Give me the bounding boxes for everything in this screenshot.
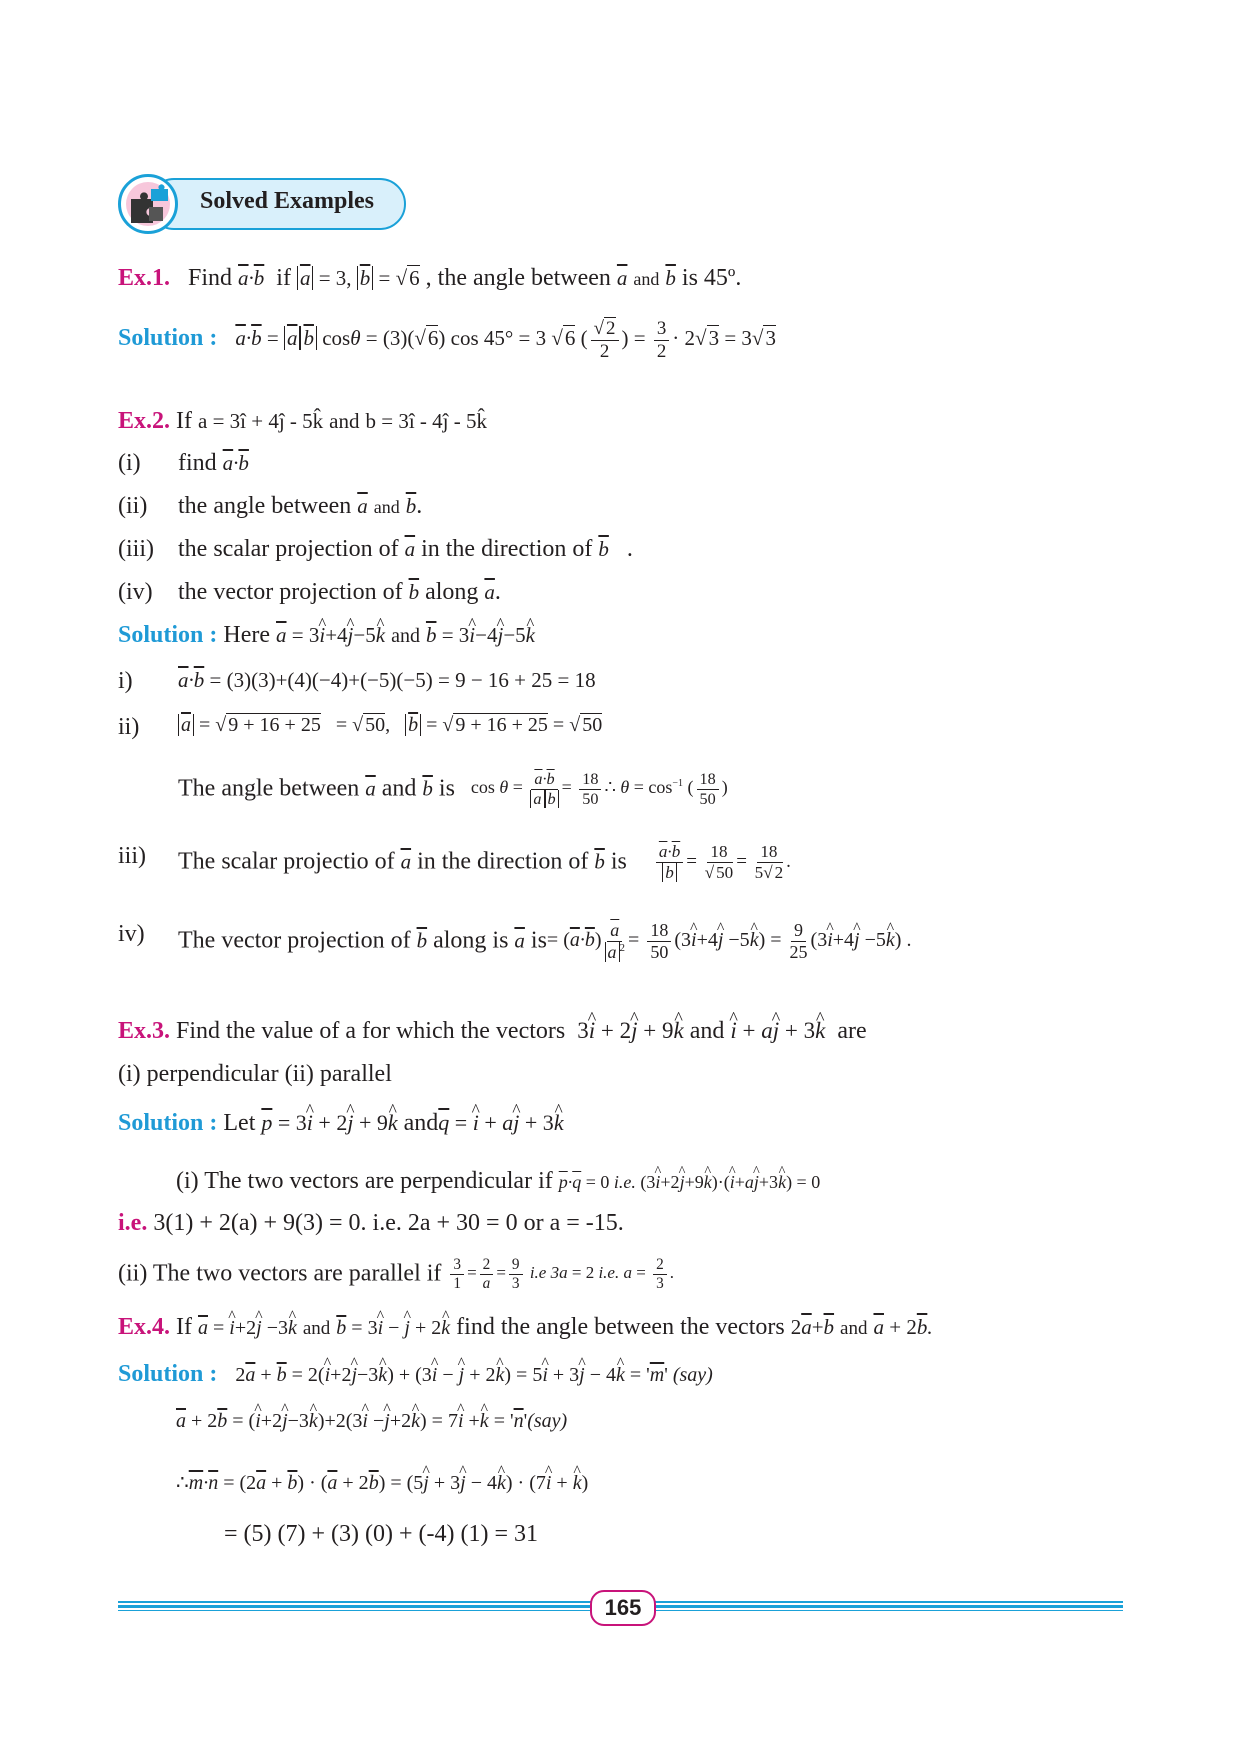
ie-label: i.e.: [118, 1210, 148, 1236]
ex3-perpendicular: (i) The two vectors are perpendicular if $\overline{p}\cdot\overline{q} = 0$ i.e. (3^ i+2^ j+9^ k)·(^ i+a^ j+3^ k) = 0: [176, 1168, 820, 1195]
ex4-step3: $\therefore\overline{m}\cdot\overline{n} = (2\overline{a} + \overline{b}) \cdot (\overline{a} + 2\overline{b})$ = (5^ j + 3^ j − 4^ k) · (7^ i + ^ k): [176, 1470, 588, 1495]
ex2-step-iv: iv) The vector projection of $\overline{b}$ along is $\overline{a}$ $is= (\overline{a}\cdot\overline{b})$ $\frac{\overline{a}}{\overline{a} ^2}$ = $\frac{18}{50}$ (3^ i+4^ j −5^ k) = $\frac{9}{25}$ (3^ i+4^ j −5^ k) .: [118, 920, 145, 984]
solution-label: Solution :: [118, 1361, 218, 1387]
ex4-question: Ex.4. If $\overline{a}$ = ^ i+2^ j −3^ k and $\overline{b}$ = 3^ i − ^ j + 2^ k find the angle between the vectors $2\overline{a}+\overline{b}$ and $\overline{a} + 2\overline{b}$.: [118, 1314, 933, 1341]
ex2-label: Ex.2.: [118, 408, 171, 434]
section-badge: [118, 174, 406, 232]
ex2-angle-line: The angle between $\overline{a}$ and $\overline{b}$ is cos θ = $\frac{\overline{a}\cdot\overline{b}}{\overline{a} \overline{b}}$ = $\frac{18}{50}$ ∴ $\theta = \cos^{-1}$ ( $\frac{18}{50}$ ): [178, 770, 728, 808]
ex2-step-i: i) $\overline{a}\cdot\overline{b} = (3)(3)+(4)(-4)+(-5)(-5) = 9 - 16 + 25 = 18$: [118, 668, 596, 694]
ex4-step2: $\overline{a} + 2\overline{b}$ = (^ i+2^ j−3^ k)+2(3^ i −^ j+2^ k) = 7^ i +^ $k = '\overline{n}'(say)$: [176, 1410, 567, 1433]
puzzle-icon: [121, 177, 175, 231]
ex3-question: Ex.3. Find the value of a for which the vectors 3^ i + 2^ j + 9^ k and ^ i + a^ j + 3^ k are: [118, 1018, 867, 1045]
solution-label: Solution :: [118, 622, 218, 648]
ex2-solution: Solution : Here $\overline{a}$ = 3^ i+4^ j−5^ k and $\overline{b}$ = 3^ i−4^ j−5^ k: [118, 622, 535, 649]
ex1-question: Ex.1. Find $\overline{a}\cdot\overline{b}$ if $\overline{a} = 3$, $\overline{b} = √6$ , the angle between $\overline{a}$ and $\overline{b}$ is 45º.: [118, 265, 742, 291]
ex3-ie: i.e. 3(1) + 2(a) + 9(3) = 0. i.e. 2a + 30 = 0 or a = -15.: [118, 1210, 624, 1236]
ex2-step-ii: ii) $\overline{a}$ = √ 9 + 16 + 25 = √ 50, $\overline{b}$ = √ 9 + 16 + 25 = √ 50: [118, 714, 603, 740]
ex4-solution: Solution : $2\overline{a} + \overline{b}$ = 2(^ i+2^ j−3^ k) + (3^ i − ^ j + 2^ k) = 5^ i + 3^ j − 4^ $k = '\overline{m}'$ (say): [118, 1361, 713, 1388]
ex2-item-iv: (iv) the vector projection of $\overline{b}$ along $\overline{a}$.: [118, 579, 501, 605]
solution-label: Solution :: [118, 325, 218, 352]
ex3-solution: Solution : Let $\overline{p}$ = 3^ i + 2^ j + 9^ k $and\overline{q}$ = ^ i + a^ j + 3^ k: [118, 1110, 564, 1137]
badge-circle: [118, 174, 178, 234]
ex2-question: Ex.2. If a = 3î + 4ĵ - 5k̂ and b = 3î - 4ĵ - 5k̂: [118, 408, 487, 434]
ex3-label: Ex.3.: [118, 1018, 171, 1044]
ex3-question-line2: (i) perpendicular (ii) parallel: [118, 1061, 392, 1087]
ex1-solution: Solution : $\overline{a}\cdot\overline{b} = \overline{a}$ $\overline{b}$ cosθ = (3)(√6) cos 45° = 3 √6 ( $\frac{√ 2}{2}$ ) = $\frac{3}{2}$ · 2√3 = 3√3: [118, 318, 776, 362]
section-title: Solved Examples: [200, 188, 375, 214]
ex1-label: Ex.1.: [118, 265, 171, 291]
ex3-parallel: (ii) The two vectors are parallel if $\frac{3}{1}$ = $\frac{2}{a}$ = $\frac{9}{3}$ i.e 3a = 2 i.e. a = $\frac{2}{3}$ .: [118, 1256, 674, 1292]
page-number: 165: [590, 1590, 656, 1626]
ex2-item-iii: (iii) the scalar projection of $\overline{a}$ in the direction of $\overline{b}$ .: [118, 536, 633, 562]
ex2-item-i: (i) find $\overline{a}\cdot\overline{b}$: [118, 450, 249, 476]
ex4-label: Ex.4.: [118, 1314, 171, 1340]
ex2-step-iii: iii) The scalar projectio of $\overline{a}$ in the direction of $\overline{b}$ is $\frac{\overline{a}\cdot\overline{b}}{b}$ = $\frac{18}{√ 50}$ = $\frac{18}{5√ 2}$ .: [118, 842, 791, 882]
solution-label: Solution :: [118, 1110, 218, 1136]
ex2-item-ii: (ii) the angle between $\overline{a}$ and $\overline{b}$.: [118, 493, 423, 519]
ex4-final: = (5) (7) + (3) (0) + (-4) (1) = 31: [224, 1521, 539, 1547]
